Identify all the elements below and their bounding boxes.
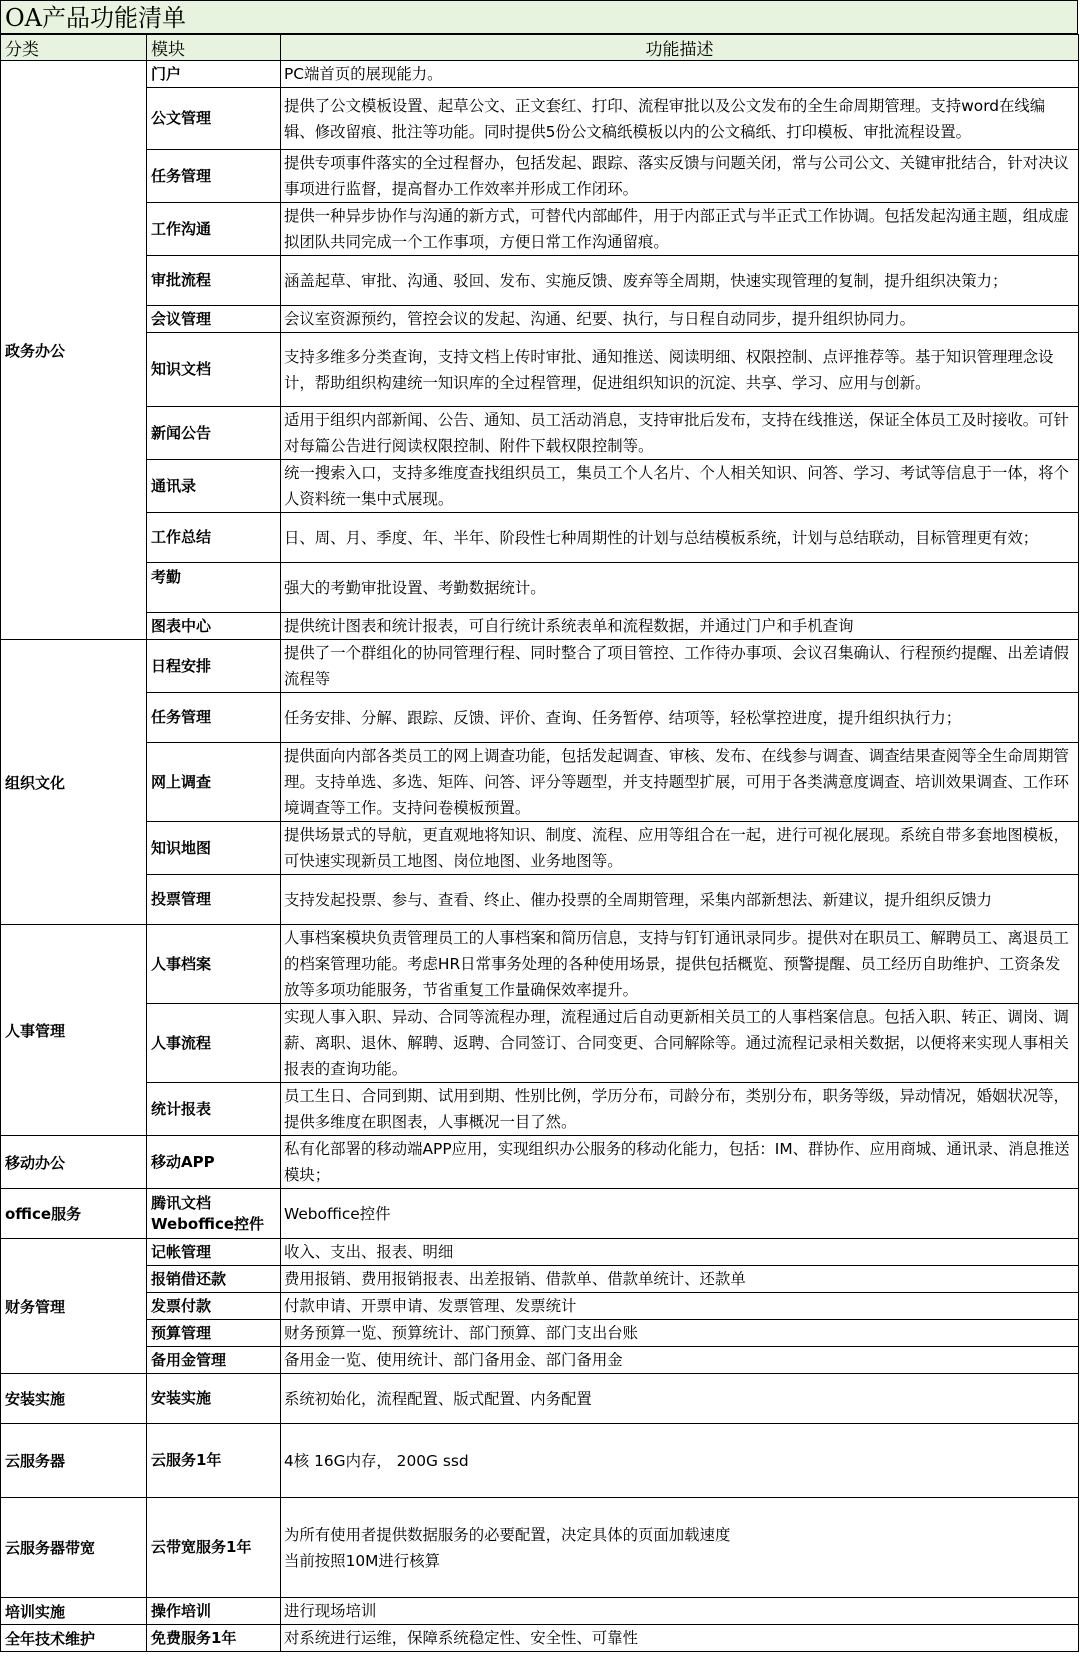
description-cell: 强大的考勤审批设置、考勤数据统计。 [281,563,1079,613]
category-cell: 全年技术维护 [1,1625,147,1652]
description-cell: 私有化部署的移动端APP应用，实现组织办公服务的移动化能力，包括：IM、群协作、应用商城、通讯录、消息推送模块； [281,1136,1079,1189]
module-cell: 人事流程 [147,1004,281,1083]
header-description: 功能描述 [281,35,1079,61]
table-row [1,640,1079,693]
description-cell: 会议室资源预约，管控会议的发起、沟通、纪要、执行，与日程自动同步，提升组织协同力。 [281,306,1079,333]
category-cell: 财务管理 [1,1239,147,1374]
module-cell: 投票管理 [147,875,281,925]
description-line: 为所有使用者提供数据服务的必要配置，决定具体的页面加载速度 [284,1525,731,1544]
description-line: 当前按照10M进行核算 [284,1551,440,1570]
title-bar [0,0,1078,34]
description-cell: 人事档案模块负责管理员工的人事档案和简历信息，支持与钉钉通讯录同步。提供对在职员工、解聘员工、离退员工的档案管理功能。考虑HR日常事务处理的各种使用场景，提供包括概览、预警提醒、员工经历自助维护、工资条发放等多项功能服务，节省重复工作量确保效率提升。 [281,925,1079,1004]
module-cell: 腾讯文档 Weboffice控件 [147,1189,281,1239]
table-row [1,1293,1079,1320]
description-cell: 提供场景式的导航，更直观地将知识、制度、流程、应用等组合在一起，进行可视化展现。系统自带多套地图模板，可快速实现新员工地图、岗位地图、业务地图等。 [281,822,1079,875]
category-cell: 云服务器 [1,1424,147,1498]
table-row [1,613,1079,640]
description-cell: 提供一种异步协作与沟通的新方式，可替代内部邮件，用于内部正式与半正式工作协调。包括发起沟通主题，组成虚拟团队共同完成一个工作事项，方便日常工作沟通留痕。 [281,203,1079,256]
category-cell: office服务 [1,1189,147,1239]
table-row [1,1598,1079,1625]
module-cell: 会议管理 [147,306,281,333]
table-row [1,1347,1079,1374]
header-category: 分类 [1,35,147,61]
module-cell: 通讯录 [147,460,281,513]
module-cell: 知识文档 [147,333,281,407]
module-cell: 云服务1年 [147,1424,281,1498]
description-cell: PC端首页的展现能力。 [281,61,1079,88]
table-row [1,256,1079,306]
description-cell: 提供专项事件落实的全过程督办，包括发起、跟踪、落实反馈与问题关闭，常与公司公文、关键审批结合，针对决议事项进行监督，提高督办工作效率并形成工作闭环。 [281,150,1079,203]
table-row [1,1004,1079,1083]
header-row [1,35,1079,61]
description-cell: 任务安排、分解、跟踪、反馈、评价、查询、任务暂停、结项等，轻松掌控进度，提升组织执行力； [281,693,1079,743]
category-cell: 政务办公 [1,61,147,640]
table-row [1,1239,1079,1266]
module-cell: 移动APP [147,1136,281,1189]
description-cell: 4核 16G内存， 200G ssd [281,1424,1079,1498]
module-cell: 图表中心 [147,613,281,640]
table-row [1,1266,1079,1293]
module-cell: 报销借还款 [147,1266,281,1293]
category-cell: 移动办公 [1,1136,147,1189]
description-cell: 提供面向内部各类员工的网上调查功能，包括发起调查、审核、发布、在线参与调查、调查结果查阅等全生命周期管理。支持单选、多选、矩阵、问答、评分等题型，并支持题型扩展，可用于各类满意度调查、培训效果调查、工作环境调查等工作。支持问卷模板预置。 [281,743,1079,822]
table-row [1,61,1079,88]
module-cell: 网上调查 [147,743,281,822]
table-row [1,460,1079,513]
category-cell: 人事管理 [1,925,147,1136]
table-row [1,563,1079,613]
module-cell: 审批流程 [147,256,281,306]
table-row [1,875,1079,925]
module-cell: 知识地图 [147,822,281,875]
description-cell: 对系统进行运维，保障系统稳定性、安全性、可靠性 [281,1625,1079,1652]
module-cell: 工作沟通 [147,203,281,256]
module-cell: 日程安排 [147,640,281,693]
description-cell: 进行现场培训 [281,1598,1079,1625]
table-row [1,407,1079,460]
category-cell: 安装实施 [1,1374,147,1424]
module-cell: 任务管理 [147,693,281,743]
table-row [1,693,1079,743]
description-cell: 支持发起投票、参与、查看、终止、催办投票的全周期管理，采集内部新想法、新建议，提升组织反馈力 [281,875,1079,925]
table-row [1,1498,1079,1598]
table-row [1,1625,1079,1652]
description-cell: 提供了公文模板设置、起草公文、正文套红、打印、流程审批以及公文发布的全生命周期管理。支持word在线编辑、修改留痕、批注等功能。同时提供5份公文稿纸模板以内的公文稿纸、打印模板、审批流程设置。 [281,88,1079,150]
module-cell: 新闻公告 [147,407,281,460]
module-cell: 预算管理 [147,1320,281,1347]
module-cell: 统计报表 [147,1083,281,1136]
category-cell: 组织文化 [1,640,147,925]
description-cell: 付款申请、开票申请、发票管理、发票统计 [281,1293,1079,1320]
feature-table [0,34,1079,1652]
description-cell: 适用于组织内部新闻、公告、通知、员工活动消息，支持审批后发布，支持在线推送，保证全体员工及时接收。可针对每篇公告进行阅读权限控制、附件下载权限控制等。 [281,407,1079,460]
module-cell: 免费服务1年 [147,1625,281,1652]
table-row [1,1189,1079,1239]
module-cell: 公文管理 [147,88,281,150]
description-cell: 统一搜索入口，支持多维度查找组织员工，集员工个人名片、个人相关知识、问答、学习、考试等信息于一体，将个人资料统一集中式展现。 [281,460,1079,513]
description-cell: 提供统计图表和统计报表，可自行统计系统表单和流程数据，并通过门户和手机查询 [281,613,1079,640]
description-cell: 支持多维多分类查询，支持文档上传时审批、通知推送、阅读明细、权限控制、点评推荐等。基于知识管理理念设计，帮助组织构建统一知识库的全过程管理，促进组织知识的沉淀、共享、学习、应用与创新。 [281,333,1079,407]
module-cell: 云带宽服务1年 [147,1498,281,1598]
module-cell: 操作培训 [147,1598,281,1625]
description-cell: 员工生日、合同到期、试用到期、性别比例，学历分布，司龄分布，类别分布，职务等级，异动情况，婚姻状况等，提供多维度在职图表，人事概况一目了然。 [281,1083,1079,1136]
module-cell: 门户 [147,61,281,88]
description-cell: 财务预算一览、预算统计、部门预算、部门支出台账 [281,1320,1079,1347]
module-cell: 记帐管理 [147,1239,281,1266]
module-cell: 任务管理 [147,150,281,203]
module-cell: 工作总结 [147,513,281,563]
description-cell: Weboffice控件 [281,1189,1079,1239]
description-cell: 实现人事入职、异动、合同等流程办理，流程通过后自动更新相关员工的人事档案信息。包括入职、转正、调岗、调薪、离职、退休、解聘、返聘、合同签订、合同变更、合同解除等。通过流程记录相关数据，以便将来实现人事相关报表的查询功能。 [281,1004,1079,1083]
header-module: 模块 [147,35,281,61]
module-cell: 考勤 [147,563,281,613]
description-cell: 备用金一览、使用统计、部门备用金、部门备用金 [281,1347,1079,1374]
table-row [1,513,1079,563]
description-cell: 收入、支出、报表、明细 [281,1239,1079,1266]
sheet-title: OA产品功能清单 [5,4,187,32]
table-row [1,1320,1079,1347]
description-cell: 提供了一个群组化的协同管理行程、同时整合了项目管控、工作待办事项、会议召集确认、行程预约提醒、出差请假流程等 [281,640,1079,693]
table-row [1,203,1079,256]
table-row [1,1374,1079,1424]
description-cell: 费用报销、费用报销报表、出差报销、借款单、借款单统计、还款单 [281,1266,1079,1293]
description-cell: 涵盖起草、审批、沟通、驳回、发布、实施反馈、废弃等全周期，快速实现管理的复制，提升组织决策力； [281,256,1079,306]
module-cell: 安装实施 [147,1374,281,1424]
module-cell: 人事档案 [147,925,281,1004]
table-row [1,1083,1079,1136]
description-cell: 系统初始化，流程配置、版式配置、内务配置 [281,1374,1079,1424]
table-row [1,150,1079,203]
category-cell: 云服务器带宽 [1,1498,147,1598]
table-row [1,1424,1079,1498]
description-cell [281,1498,1079,1598]
table-row [1,88,1079,150]
table-row [1,333,1079,407]
table-row [1,822,1079,875]
description-cell: 日、周、月、季度、年、半年、阶段性七种周期性的计划与总结模板系统，计划与总结联动，目标管理更有效； [281,513,1079,563]
table-row [1,306,1079,333]
table-row [1,1136,1079,1189]
category-cell: 培训实施 [1,1598,147,1625]
table-row [1,743,1079,822]
module-cell: 发票付款 [147,1293,281,1320]
table-row [1,925,1079,1004]
module-cell: 备用金管理 [147,1347,281,1374]
